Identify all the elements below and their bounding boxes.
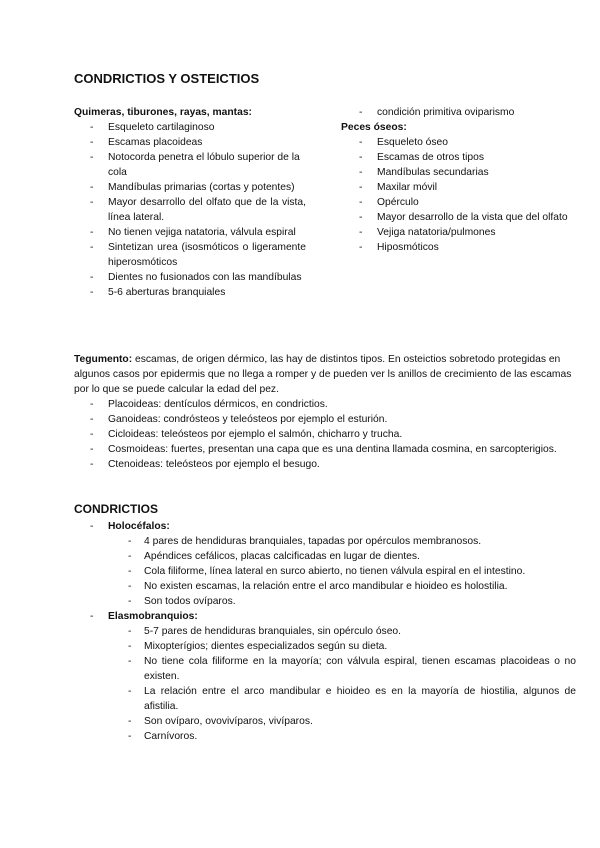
dash-bullet: -	[90, 152, 94, 163]
dash-bullet: -	[90, 242, 94, 253]
dash-bullet: -	[359, 212, 363, 223]
dash-bullet: -	[90, 459, 94, 470]
dash-bullet: -	[359, 242, 363, 253]
list-item: - Vejiga natatoria/pulmones	[359, 227, 496, 238]
list-item: - Son ovíparo, ovovivíparos, vivíparos.	[128, 716, 313, 727]
list-item: - 5-7 pares de hendiduras branquiales, sin opérculo óseo.	[128, 626, 402, 637]
list-item: - No existen escamas, la relación entre el arco mandibular e hioideo es holostilia.	[128, 581, 508, 592]
tegumento-section	[74, 352, 576, 472]
dash-bullet: -	[128, 596, 132, 607]
dash-bullet: -	[359, 227, 363, 238]
dash-bullet: -	[128, 626, 132, 637]
dash-bullet: -	[90, 414, 94, 425]
tegumento-lead: Tegumento:	[74, 354, 133, 365]
dash-bullet: -	[128, 566, 132, 577]
section-title: CONDRICTIOS	[74, 502, 158, 516]
list-item: - No tiene cola filiforme en la mayoría; con válvula espiral, tienen escamas placoideas o no existen.	[128, 656, 576, 682]
list-item: - Sintetizan urea (isosmóticos o ligeramente hiperosmóticos	[90, 242, 306, 268]
holocefalos-heading: - Holocéfalos:	[90, 521, 170, 532]
list-item: - condición primitiva oviparismo	[359, 107, 515, 118]
document-title: CONDRICTIOS Y OSTEICTIOS	[74, 71, 260, 86]
dash-bullet: -	[90, 399, 94, 410]
dash-bullet: -	[128, 656, 132, 667]
dash-bullet: -	[90, 611, 94, 622]
list-item: - La relación entre el arco mandibular e hioideo es en la mayoría de hiostilia, algunos de afistilia.	[128, 686, 576, 712]
tegumento-paragraph	[74, 352, 576, 397]
dash-bullet: -	[128, 581, 132, 592]
list-item: - Ctenoideas: teleósteos por ejemplo el besugo.	[90, 459, 320, 470]
dash-bullet: -	[359, 167, 363, 178]
list-item: - Ganoideas: condrósteos y teleósteos por ejemplo el esturión.	[90, 414, 388, 425]
list-item: - 5-6 aberturas branquiales	[90, 287, 226, 298]
list-item: - Apéndices cefálicos, placas calcificadas en lugar de dientes.	[128, 551, 420, 562]
list-item: - Mandíbulas secundarias	[359, 167, 489, 178]
condrictios-section	[74, 502, 576, 744]
dash-bullet: -	[359, 182, 363, 193]
list-item: - Cicloideas: teleósteos por ejemplo el salmón, chicharro y trucha.	[90, 429, 403, 440]
list-item: - Opérculo	[359, 197, 419, 208]
list-item: - Esqueleto óseo	[359, 137, 448, 148]
list-item: - Notocorda penetra el lóbulo superior de la cola	[90, 152, 300, 178]
list-item: - Mixopterígios; dientes especializados según su dieta.	[128, 641, 388, 652]
dash-bullet: -	[128, 686, 132, 697]
list-item: - Dientes no fusionados con las mandíbulas	[90, 272, 302, 283]
elasmobranquios-heading: - Elasmobranquios:	[90, 611, 198, 622]
list-item: - Mayor desarrollo del olfato que de la vista, línea lateral.	[90, 197, 306, 223]
dash-bullet: -	[128, 731, 132, 742]
dash-bullet: -	[128, 716, 132, 727]
list-item: - Hiposmóticos	[359, 242, 439, 253]
dash-bullet: -	[359, 137, 363, 148]
list-item: - Cosmoideas: fuertes, presentan una capa que es una dentina llamada cosmina, en sarcopterigios.	[90, 444, 557, 455]
dash-bullet: -	[90, 122, 94, 133]
dash-bullet: -	[90, 429, 94, 440]
dash-bullet: -	[90, 182, 94, 193]
dash-bullet: -	[90, 227, 94, 238]
list-item: - Esqueleto cartilaginoso	[90, 122, 215, 133]
tegumento-text: escamas, de origen dérmico, las hay de distintos tipos. En osteictios sobretodo protegidas en algunos casos por epidermis que no llega a romper y de pueden ver ls anillos de crecimiento de las escamas por lo que se puede calcular la edad del pez.	[74, 354, 572, 395]
dash-bullet: -	[359, 107, 363, 118]
dash-bullet: -	[90, 272, 94, 283]
dash-bullet: -	[128, 536, 132, 547]
list-item: - Carnívoros.	[128, 731, 198, 742]
dash-bullet: -	[90, 521, 94, 532]
list-item: - Son todos ovíparos.	[128, 596, 236, 607]
dash-bullet: -	[90, 287, 94, 298]
dash-bullet: -	[128, 641, 132, 652]
dash-bullet: -	[90, 197, 94, 208]
dash-bullet: -	[359, 152, 363, 163]
list-item: - Escamas placoideas	[90, 137, 203, 148]
right-column	[341, 105, 575, 255]
dash-bullet: -	[90, 137, 94, 148]
left-column-header: Quimeras, tiburones, rayas, mantas:	[74, 107, 252, 118]
dash-bullet: -	[359, 197, 363, 208]
list-item: - Mayor desarrollo de la vista que del olfato	[359, 212, 568, 223]
list-item: - Cola filiforme, línea lateral en surco abierto, no tienen válvula espiral en el intestino.	[128, 566, 526, 577]
left-column	[74, 105, 306, 300]
list-item: - Maxilar móvil	[359, 182, 438, 193]
list-item: - No tienen vejiga natatoria, válvula espiral	[90, 227, 296, 238]
list-item: - Placoideas: dentículos dérmicos, en condrictios.	[90, 399, 328, 410]
list-item: - Escamas de otros tipos	[359, 152, 485, 163]
list-item: - Mandíbulas primarias (cortas y potentes)	[90, 182, 295, 193]
dash-bullet: -	[128, 551, 132, 562]
list-item: - 4 pares de hendiduras branquiales, tapadas por opérculos membranosos.	[128, 536, 482, 547]
dash-bullet: -	[90, 444, 94, 455]
right-column-header: Peces óseos:	[341, 122, 407, 133]
